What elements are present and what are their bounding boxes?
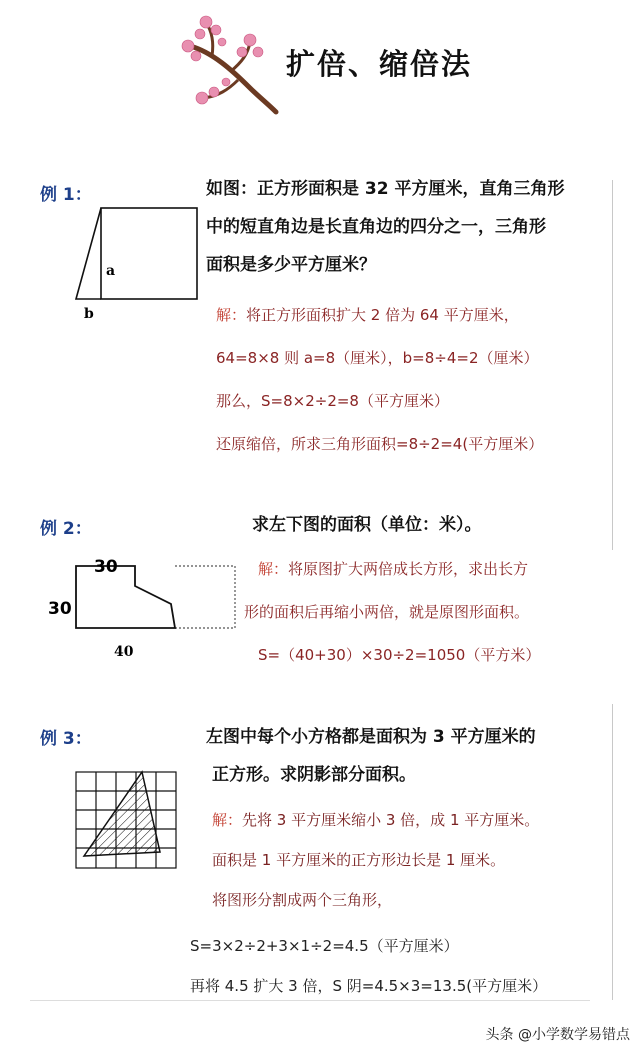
- example1-solution-prefix: 解：: [216, 306, 247, 324]
- page-border: [612, 704, 613, 1000]
- example1-question-line: 中的短直角边是长直角边的四分之一，三角形: [206, 217, 546, 237]
- example2-solution-prefix: 解：: [258, 560, 289, 578]
- example3-solution-line: S=3×2÷2+3×1÷2=4.5（平方厘米）: [190, 937, 459, 955]
- example1-solution-line: 那么，S=8×2÷2=8（平方厘米）: [216, 392, 449, 410]
- example1-solution-line: 将正方形面积扩大 2 倍为 64 平方厘米，: [246, 306, 519, 324]
- example2-label-top: 30: [94, 557, 118, 577]
- page-border: [612, 180, 613, 550]
- example3-solution-line: 先将 3 平方厘米缩小 3 倍，成 1 平方厘米。: [242, 811, 540, 829]
- example2-label: 例 2：: [40, 519, 92, 539]
- example1-solution-line: 还原缩倍，所求三角形面积=8÷2=4(平方厘米）: [216, 435, 544, 453]
- example1-label: 例 1：: [40, 185, 92, 205]
- watermark: 头条 @小学数学易错点: [485, 1027, 630, 1043]
- example2-label-left: 30: [48, 599, 72, 619]
- example2-question: 求左下图的面积（单位：米）。: [252, 515, 482, 535]
- example1-figure: [70, 200, 206, 325]
- example3-solution-prefix: 解：: [212, 811, 243, 829]
- example1-label-a: a: [106, 263, 116, 279]
- example3-question-line: 正方形。求阴影部分面积。: [212, 765, 416, 785]
- example2-solution-line: 将原图扩大两倍成长方形，求出长方: [288, 560, 529, 578]
- blossom-branch-icon: [172, 12, 282, 122]
- example3-grid-figure: [74, 770, 180, 872]
- example1-question-line: 面积是多少平方厘米？: [206, 255, 376, 275]
- example3-solution-line: 面积是 1 平方厘米的正方形边长是 1 厘米。: [212, 851, 506, 869]
- example1-label-b: b: [84, 306, 94, 322]
- example2-solution-line: 形的面积后再缩小两倍，就是原图形面积。: [244, 603, 530, 621]
- example3-solution-line: 将图形分割成两个三角形，: [212, 891, 393, 909]
- example2-figure: [44, 552, 244, 662]
- page-title: 扩倍、缩倍法: [286, 47, 473, 81]
- example3-label: 例 3：: [40, 729, 92, 749]
- example2-solution-line: S=（40+30）×30÷2=1050（平方米）: [258, 646, 541, 664]
- example3-solution-line: 再将 4.5 扩大 3 倍，S 阴=4.5×3=13.5(平方厘米）: [190, 977, 548, 995]
- example2-label-bottom: 40: [114, 644, 134, 660]
- page-divider: [30, 1000, 590, 1001]
- example1-question-line: 如图：正方形面积是 32 平方厘米，直角三角形: [206, 179, 565, 199]
- example1-solution-line: 64=8×8 则 a=8（厘米），b=8÷4=2（厘米）: [216, 349, 539, 367]
- example3-question-line: 左图中每个小方格都是面积为 3 平方厘米的: [206, 727, 536, 747]
